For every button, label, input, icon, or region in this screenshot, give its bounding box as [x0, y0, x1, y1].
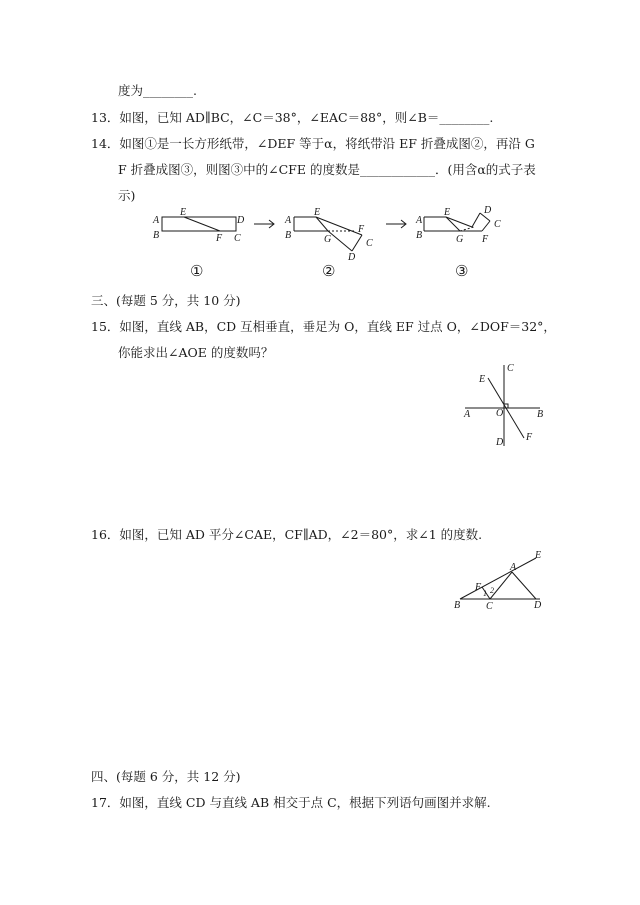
q15-label-C: C	[507, 363, 514, 374]
figure-label-1: ①	[190, 262, 204, 280]
q16-label-E: E	[535, 550, 542, 561]
q15-figure	[460, 360, 550, 450]
q14-f1-label-D: D	[237, 215, 245, 226]
q14-f3-label-B: B	[416, 230, 423, 241]
q14-f2-label-B: B	[285, 230, 292, 241]
q14-f2-label-F: F	[358, 224, 365, 235]
q14-f3-label-G: G	[456, 234, 464, 245]
q14-f2-label-D: D	[348, 252, 356, 263]
q14-f1-label-C: C	[234, 233, 241, 244]
q12-tail: 度为________.	[118, 83, 197, 98]
q14-f2-label-A: A	[285, 215, 292, 226]
q16-label-F: F	[475, 582, 482, 593]
q14-f3-label-D: D	[484, 205, 492, 216]
q14-f2-label-E: E	[314, 207, 321, 218]
question-15-line1: 15．如图，直线 AB，CD 互相垂直，垂足为 O，直线 EF 过点 O，∠DOF＝32°，	[91, 319, 556, 334]
question-15-line2: 你能求出∠AOE 的度数吗？	[118, 345, 274, 360]
q14-f1-label-A: A	[153, 215, 160, 226]
q15-label-D: D	[496, 437, 504, 448]
q14-figure-1	[150, 205, 250, 245]
question-14-line1: 14．如图①是一长方形纸带，∠DEF 等于α，将纸带沿 EF 折叠成图②，再沿 G	[91, 136, 535, 151]
q15-label-E: E	[479, 374, 486, 385]
q14-f3-label-E: E	[444, 207, 451, 218]
q16-label-D: D	[534, 600, 542, 611]
question-14-line3: 示)	[118, 188, 136, 203]
q16-label-2: 2	[490, 586, 494, 595]
question-14-line2: F 折叠成图③，则图③中的∠CFE 的度数是____________．(用含α的式子表	[118, 162, 536, 177]
q15-label-B: B	[537, 409, 544, 420]
question-16: 16．如图，已知 AD 平分∠CAE，CF∥AD，∠2＝80°，求∠1 的度数.	[91, 527, 483, 542]
q14-f3-label-A: A	[416, 215, 423, 226]
q16-label-1: 1	[483, 589, 487, 598]
q14-figure-3	[414, 205, 514, 245]
q16-figure	[452, 548, 552, 613]
q14-f1-label-E: E	[180, 207, 187, 218]
q15-label-O: O	[496, 408, 504, 419]
q16-label-A: A	[510, 562, 517, 573]
q14-f2-label-C: C	[366, 238, 373, 249]
section-4-heading: 四、(每题 6 分，共 12 分)	[91, 769, 241, 784]
figure-label-2: ②	[322, 262, 336, 280]
arrow-icon	[386, 219, 410, 229]
figure-label-3: ③	[455, 262, 469, 280]
question-13: 13．如图，已知 AD∥BC，∠C＝38°，∠EAC＝88°，则∠B＝________.	[91, 110, 494, 125]
q16-label-B: B	[454, 600, 461, 611]
question-17: 17．如图，直线 CD 与直线 AB 相交于点 C，根据下列语句画图并求解.	[91, 795, 491, 810]
arrow-icon	[254, 219, 278, 229]
q14-f3-label-F: F	[482, 234, 489, 245]
section-3-heading: 三、(每题 5 分，共 10 分)	[91, 293, 241, 308]
q14-f1-label-B: B	[153, 230, 160, 241]
q14-f1-label-F: F	[216, 233, 223, 244]
q15-label-F: F	[526, 432, 533, 443]
q14-f2-label-G: G	[324, 234, 332, 245]
q16-label-C: C	[486, 601, 493, 612]
q14-f3-label-C: C	[494, 219, 501, 230]
q15-label-A: A	[464, 409, 471, 420]
q14-figure-2	[282, 205, 382, 265]
